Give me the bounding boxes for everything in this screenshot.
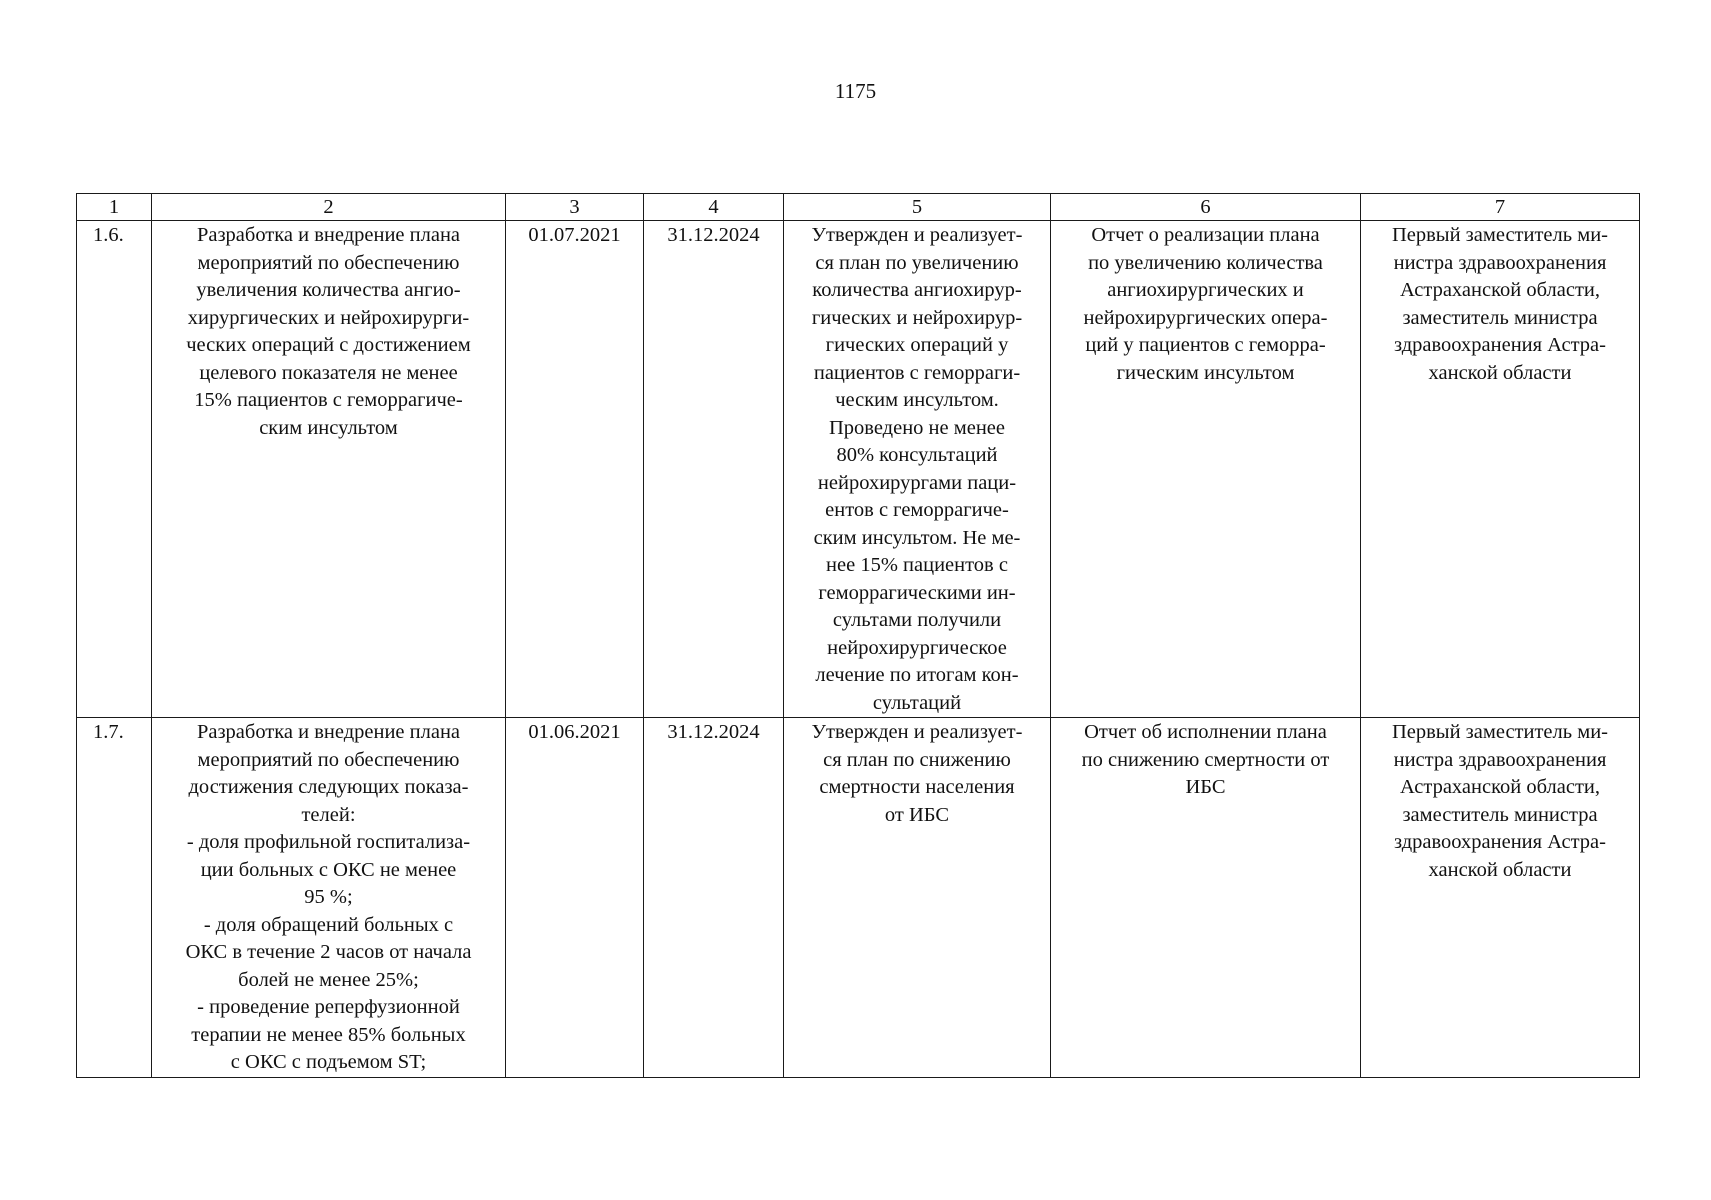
row-number-cell xyxy=(77,221,152,718)
report-text: Отчет о реализации плана по увеличению количества ангиохирургических и нейрохирургических опера- ций у пациентов с геморра- гическим инсультом xyxy=(1083,224,1328,384)
table-row xyxy=(77,718,1640,1078)
table-row xyxy=(77,221,1640,718)
header-col-4: 4 xyxy=(644,194,784,221)
end-date-cell xyxy=(644,221,784,718)
row-number: 1.6. xyxy=(93,224,124,246)
header-col-2: 2 xyxy=(152,194,506,221)
measure-text: Разработка и внедрение плана мероприятий по обеспечению увеличения количества ангио- хирургических и нейрохирурги- ческих операций с достижением целевого показателя не менее 15% пациентов с геморрагиче- ским инсультом xyxy=(186,224,471,439)
report-cell xyxy=(1051,221,1361,718)
measure-text: Разработка и внедрение плана мероприятий по обеспечению достижения следующих показа- телей: - доля профильной госпитализа- ции больных с ОКС не менее 95 %; - доля обращений больных с ОКС в течение 2 часов от начала болей не менее 25%; - проведение реперфузионной терапии не менее 85% больных с ОКС с подъемом ST; xyxy=(185,721,472,1073)
responsible-text: Первый заместитель ми- нистра здравоохранения Астраханской области, заместитель министра здравоохранения Астра- ханской области xyxy=(1391,224,1609,384)
result-text: Утвержден и реализует- ся план по увеличению количества ангиохирур- гических и нейрохирур- гических операций у пациентов с геморраги- ческим инсультом. Проведено не менее 80% консультаций нейрохирургами паци- ентов с геморрагиче- ским инсультом. Не ме- нее 15% пациентов с геморрагическими ин- сультами получили нейрохирургическое лечение по итогам кон- сультаций xyxy=(811,224,1023,714)
header-col-7: 7 xyxy=(1361,194,1640,221)
header-col-3: 3 xyxy=(506,194,644,221)
header-col-5: 5 xyxy=(784,194,1051,221)
header-col-1: 1 xyxy=(77,194,152,221)
start-date: 01.06.2021 xyxy=(528,721,621,743)
responsible-text: Первый заместитель ми- нистра здравоохранения Астраханской области, заместитель министра здравоохранения Астра- ханской области xyxy=(1391,721,1609,881)
responsible-cell xyxy=(1361,221,1640,718)
report-text: Отчет об исполнении плана по снижению смертности от ИБС xyxy=(1081,721,1330,798)
report-cell xyxy=(1051,718,1361,1078)
start-date-cell xyxy=(506,718,644,1078)
result-cell xyxy=(784,221,1051,718)
start-date: 01.07.2021 xyxy=(528,224,621,246)
table-header-row xyxy=(77,194,1640,221)
result-cell xyxy=(784,718,1051,1078)
page-number: 1175 xyxy=(834,79,877,103)
measures-table xyxy=(76,193,1640,1078)
row-number-cell xyxy=(77,718,152,1078)
measure-cell xyxy=(152,221,506,718)
end-date-cell xyxy=(644,718,784,1078)
end-date: 31.12.2024 xyxy=(667,721,760,743)
responsible-cell xyxy=(1361,718,1640,1078)
measure-cell xyxy=(152,718,506,1078)
result-text: Утвержден и реализует- ся план по снижению смертности населения от ИБС xyxy=(811,721,1023,826)
header-col-6: 6 xyxy=(1051,194,1361,221)
end-date: 31.12.2024 xyxy=(667,224,760,246)
start-date-cell xyxy=(506,221,644,718)
row-number: 1.7. xyxy=(93,721,124,743)
